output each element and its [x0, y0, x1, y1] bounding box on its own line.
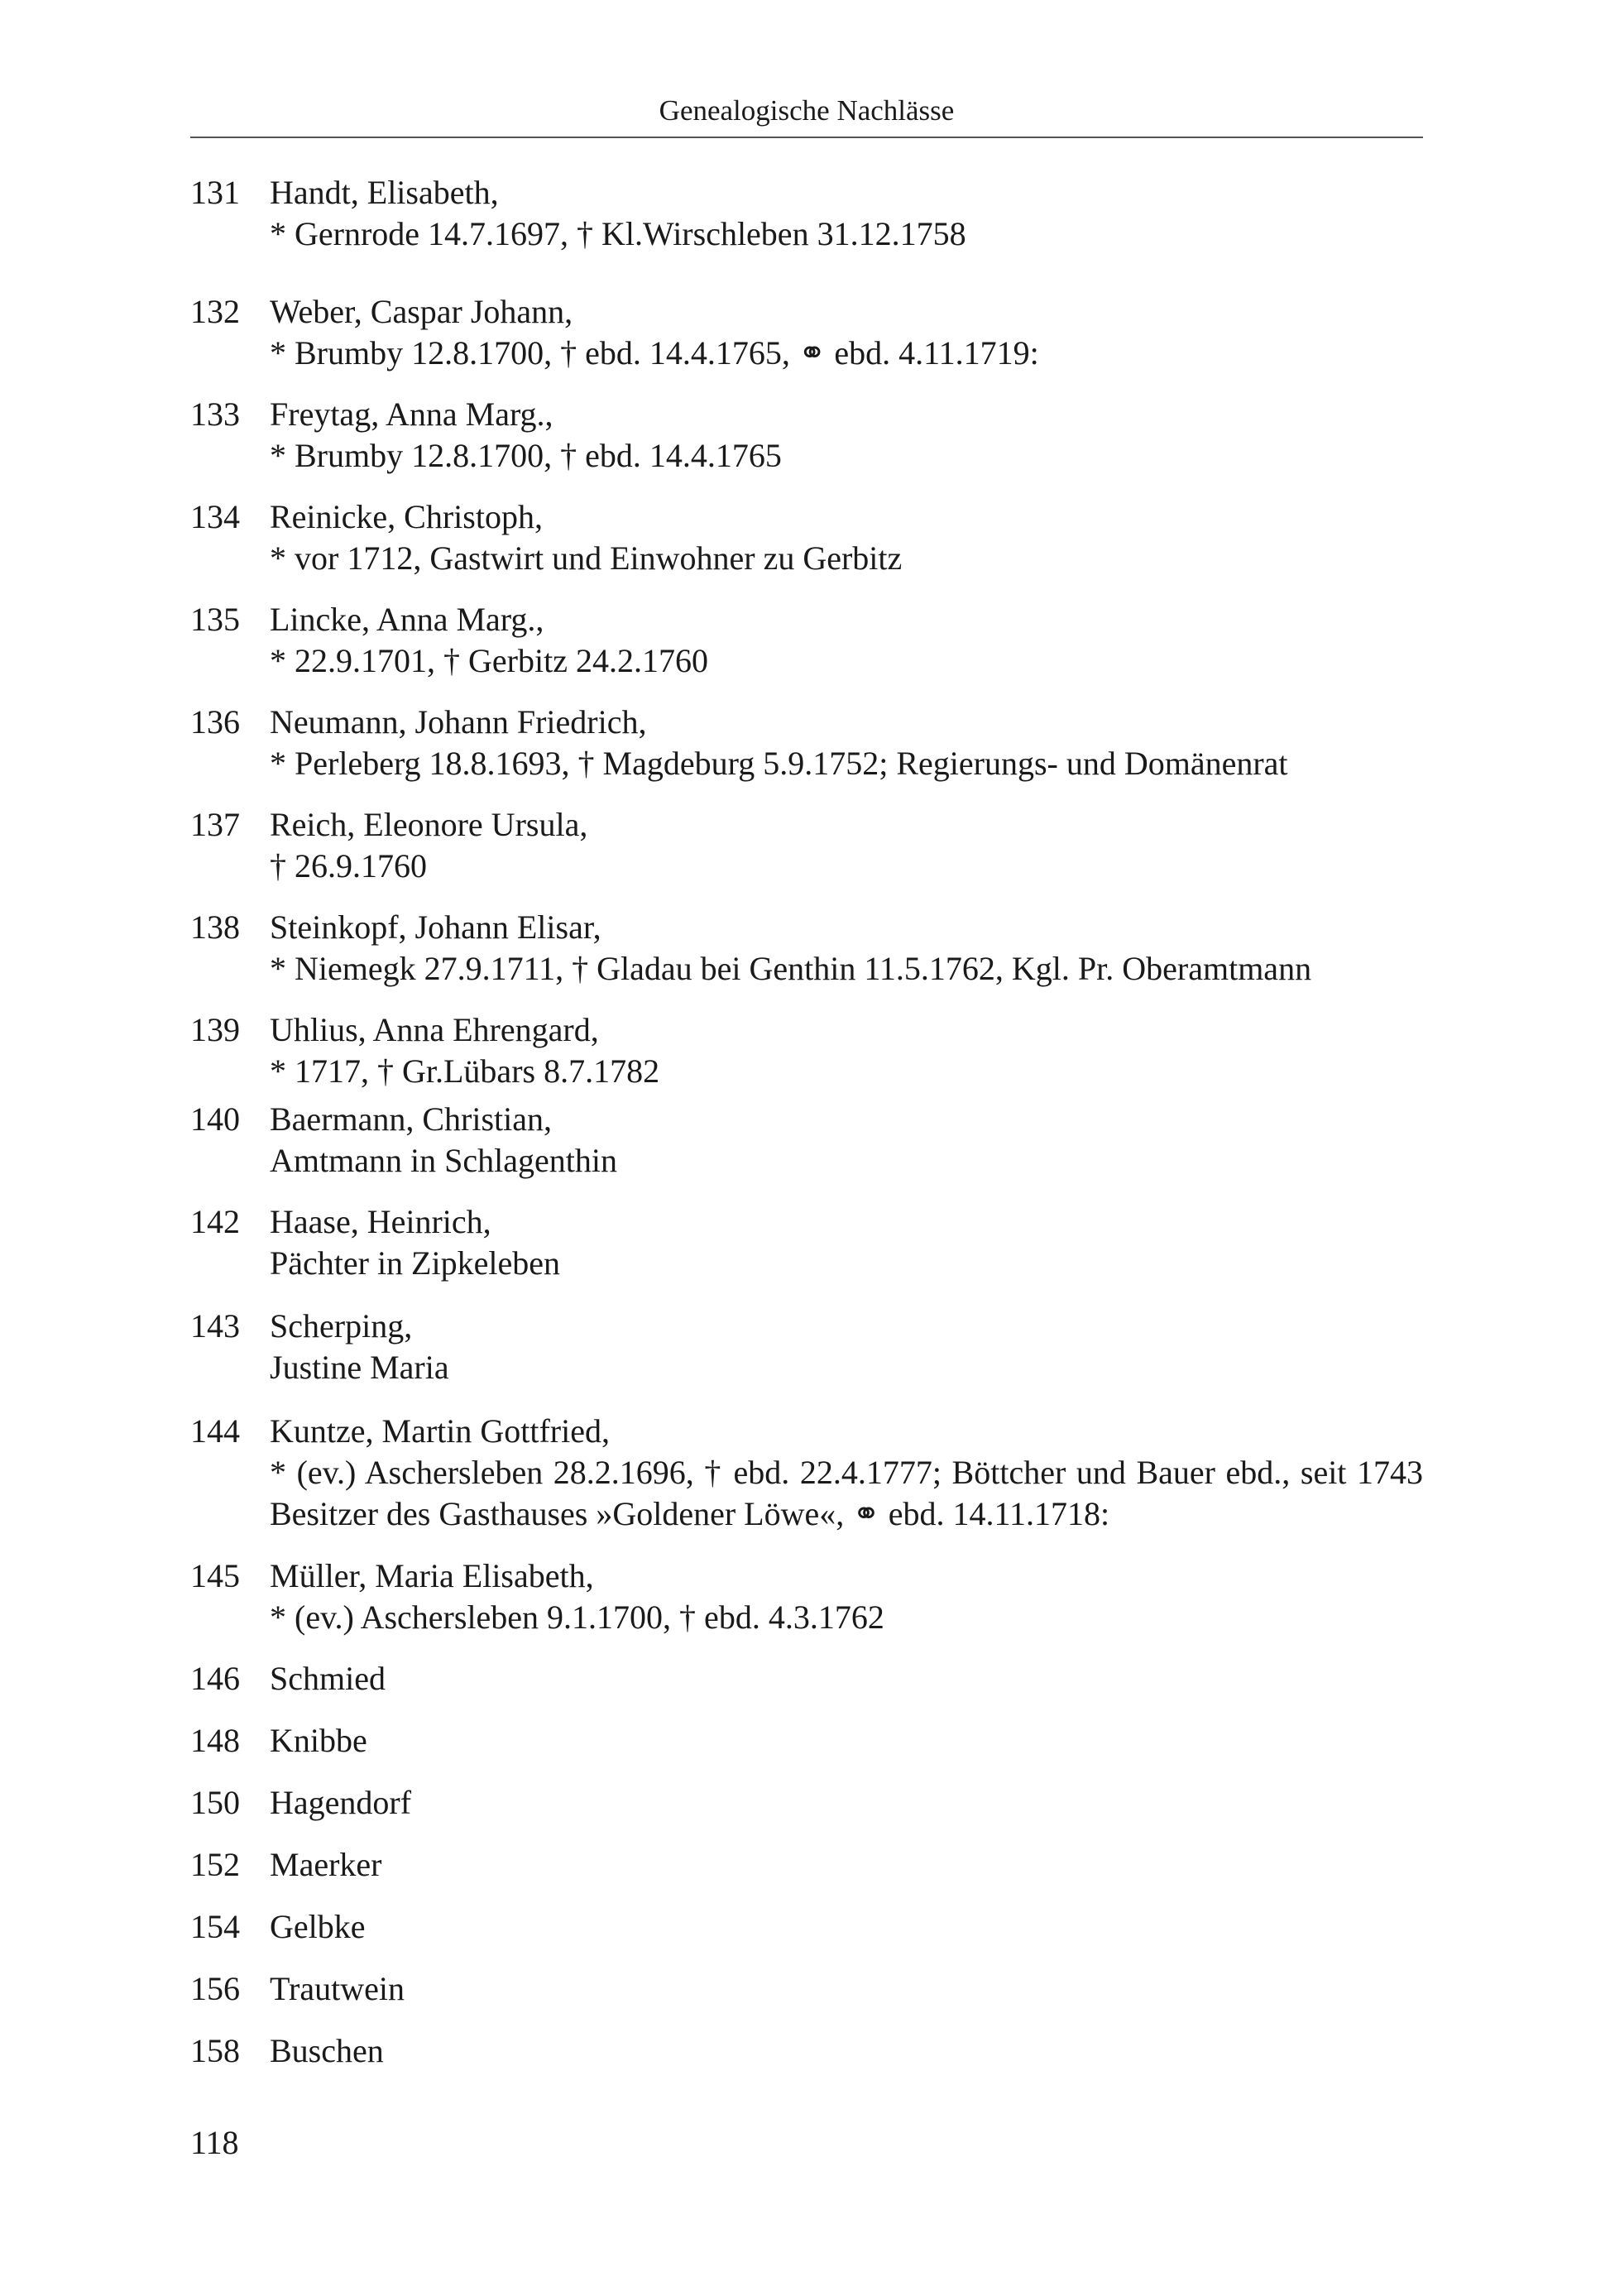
entry-name: Kuntze, Martin Gottfried,	[270, 1412, 610, 1450]
entry-number: 134	[190, 498, 240, 535]
entry-name: Reich, Eleonore Ursula,	[270, 806, 588, 843]
entry-details: † 26.9.1760	[270, 847, 427, 884]
entry-name: Steinkopf, Johann Elisar,	[270, 908, 601, 946]
entry-details: Justine Maria	[270, 1349, 449, 1386]
entry-number: 136	[190, 703, 240, 741]
entry-name: Gelbke	[270, 1908, 366, 1945]
header-rule	[190, 137, 1423, 138]
entry-number: 144	[190, 1412, 240, 1450]
entry-number: 138	[190, 908, 240, 946]
entry-number: 135	[190, 601, 240, 638]
entry-name: Neumann, Johann Friedrich,	[270, 703, 647, 741]
entry-number: 132	[190, 293, 240, 330]
entry-details: * Gernrode 14.7.1697, † Kl.Wirschleben 31.12.1758	[270, 215, 966, 252]
entry-details: * 1717, † Gr.Lübars 8.7.1782	[270, 1052, 660, 1090]
entry-number: 133	[190, 395, 240, 433]
entry-details: Pächter in Zipkeleben	[270, 1244, 560, 1282]
entry-name: Müller, Maria Elisabeth,	[270, 1557, 594, 1594]
entry-number: 142	[190, 1203, 240, 1240]
page-number: 118	[190, 2124, 239, 2161]
entry-details: * Perleberg 18.8.1693, † Magdeburg 5.9.1752; Regierungs- und Domänenrat	[270, 745, 1288, 782]
entry-number: 131	[190, 174, 240, 211]
entry-details: * 22.9.1701, † Gerbitz 24.2.1760	[270, 642, 708, 679]
entry-name: Haase, Heinrich,	[270, 1203, 491, 1240]
entry-number: 146	[190, 1660, 240, 1697]
running-head: Genealogische Nachlässe	[659, 94, 955, 127]
entry-name: Trautwein	[270, 1970, 405, 2007]
entry-number: 137	[190, 806, 240, 843]
entry-name: Freytag, Anna Marg.,	[270, 395, 553, 433]
entry-name: Buschen	[270, 2032, 384, 2069]
entry-name: Weber, Caspar Johann,	[270, 293, 573, 330]
entry-name: Lincke, Anna Marg.,	[270, 601, 544, 638]
entry-number: 156	[190, 1970, 240, 2007]
entry-details: * vor 1712, Gastwirt und Einwohner zu Gerbitz	[270, 539, 903, 577]
entry-details: * Brumby 12.8.1700, † ebd. 14.4.1765	[270, 437, 782, 474]
entry-number: 158	[190, 2032, 240, 2069]
entry-number: 148	[190, 1722, 240, 1759]
entry-number: 140	[190, 1100, 240, 1138]
entry-number: 143	[190, 1307, 240, 1345]
entry-number: 139	[190, 1011, 240, 1048]
entry-details: * (ev.) Aschersleben 28.2.1696, † ebd. 22.4.1777; Böttcher und Bauer ebd., seit 1743 Besitzer des Gasthauses »Goldener Löwe«, ⚭ ebd. 14.11.1718:	[270, 1454, 1423, 1532]
entry-details: * (ev.) Aschersleben 9.1.1700, † ebd. 4.3.1762	[270, 1599, 884, 1636]
entry-number: 154	[190, 1908, 240, 1945]
entry-number: 145	[190, 1557, 240, 1594]
entry-name: Baermann, Christian,	[270, 1100, 553, 1138]
entry-name: Handt, Elisabeth,	[270, 174, 499, 211]
entry-name: Reinicke, Christoph,	[270, 498, 543, 535]
entry-details: * Niemegk 27.9.1711, † Gladau bei Genthin 11.5.1762, Kgl. Pr. Oberamtmann	[270, 950, 1312, 987]
entry-name: Maerker	[270, 1846, 382, 1883]
entry-number: 152	[190, 1846, 240, 1883]
entry-name: Knibbe	[270, 1722, 367, 1759]
entry-name: Uhlius, Anna Ehrengard,	[270, 1011, 599, 1048]
entry-details: Amtmann in Schlagenthin	[270, 1142, 617, 1179]
entry-name: Scherping,	[270, 1307, 413, 1345]
entry-details: * Brumby 12.8.1700, † ebd. 14.4.1765, ⚭ ebd. 4.11.1719:	[270, 334, 1039, 371]
entry-name: Schmied	[270, 1660, 386, 1697]
entry-number: 150	[190, 1784, 240, 1821]
entry-name: Hagendorf	[270, 1784, 412, 1821]
